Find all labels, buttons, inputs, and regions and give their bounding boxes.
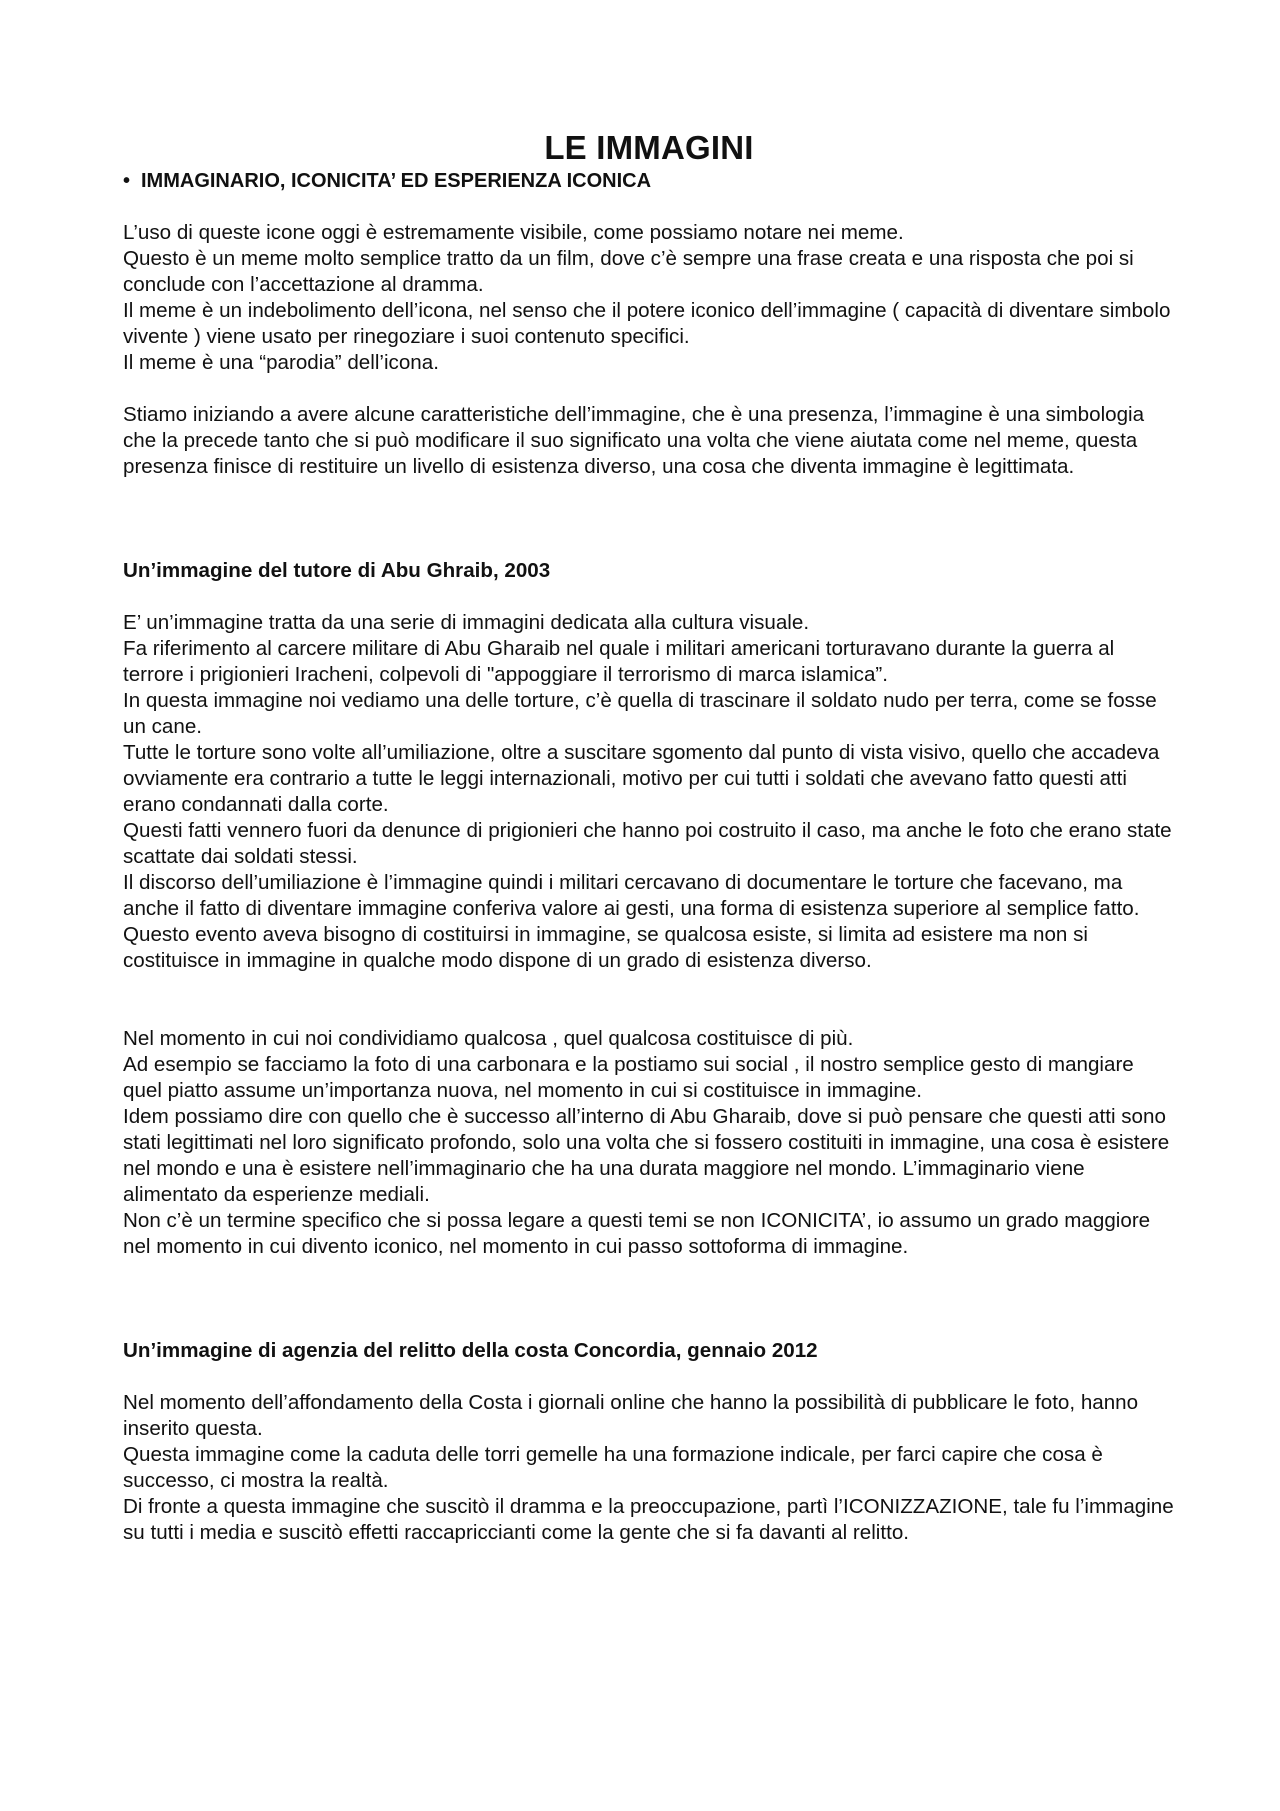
- section2-line: Nel momento dell’affondamento della Costa i giornali online che hanno la possibilità di pubblicare le foto, hanno inserito questa.: [123, 1391, 1139, 1440]
- section1-line: Questo evento aveva bisogno di costituirsi in immagine, se qualcosa esiste, si limita ad esistere ma non si costituisce in immagine in qualche modo dispone di un grado di esistenza diverso.: [123, 923, 1088, 972]
- spacer: [123, 584, 1175, 610]
- section1-line: Questi fatti vennero fuori da denunce di prigionieri che hanno poi costruito il caso, ma anche le foto che erano state scattate dai soldati stessi.: [123, 819, 1172, 868]
- presence-paragraph: Stiamo iniziando a avere alcune caratteristiche dell’immagine, che è una presenza, l’immagine è una simbologia che la precede tanto che si può modificare il suo significato una volta che viene aiutata come nel meme, questa presenza finisce di restituire un livello di esistenza diverso, una cosa che diventa immagine è legittimata.: [123, 403, 1145, 478]
- intro-line: Il meme è una “parodia” dell’icona.: [123, 351, 439, 374]
- bullet-icon: •: [123, 170, 131, 192]
- sharing-line: Nel momento in cui noi condividiamo qualcosa , quel qualcosa costituisce di più.: [123, 1027, 854, 1050]
- spacer: [123, 480, 1175, 558]
- section1-line: E’ un’immagine tratta da una serie di immagini dedicata alla cultura visuale.: [123, 611, 810, 634]
- section1-line: Il discorso dell’umiliazione è l’immagine quindi i militari cercavano di documentare le torture che facevano, ma anche il fatto di diventare immagine conferiva valore ai gesti, una forma di esistenza superiore al semplice fatto.: [123, 871, 1140, 920]
- spacer: [123, 974, 1175, 1026]
- intro-line: Questo è un meme molto semplice tratto da un film, dove c’è sempre una frase creata e una risposta che poi si conclude con l’accettazione al dramma.: [123, 247, 1134, 296]
- sharing-line: Non c’è un termine specifico che si possa legare a questi temi se non ICONICITA’, io assumo un grado maggiore nel momento in cui divento iconico, nel momento in cui passo sottoforma di immagine.: [123, 1209, 1151, 1258]
- section1-line: In questa immagine noi vediamo una delle torture, c’è quella di trascinare il soldato nudo per terra, come se fosse un cane.: [123, 689, 1157, 738]
- spacer: [123, 1260, 1175, 1338]
- section2-line: Di fronte a questa immagine che suscitò il dramma e la preoccupazione, partì l’ICONIZZAZIONE, tale fu l’immagine su tutti i media e suscitò effetti raccapriccianti come la gente che si fa davanti al relitto.: [123, 1495, 1174, 1544]
- intro-line: Il meme è un indebolimento dell’icona, nel senso che il potere iconico dell’immagine ( capacità di diventare simbolo vivente ) viene usato per rinegoziare i suoi contenuto specifici.: [123, 299, 1171, 348]
- intro-line: L’uso di queste icone oggi è estremamente visibile, come possiamo notare nei meme.: [123, 221, 904, 244]
- spacer: [123, 376, 1175, 402]
- section-heading-costa-concordia: Un’immagine di agenzia del relitto della costa Concordia, gennaio 2012: [123, 1339, 818, 1362]
- page-title: LE IMMAGINI: [544, 129, 754, 166]
- spacer: [123, 194, 1175, 220]
- sharing-line: Ad esempio se facciamo la foto di una carbonara e la postiamo sui social , il nostro semplice gesto di mangiare quel piatto assume un’importanza nuova, nel momento in cui si costituisce in immagine.: [123, 1053, 1134, 1102]
- document-content: [123, 128, 1175, 1546]
- section-heading-abu-ghraib: Un’immagine del tutore di Abu Ghraib, 2003: [123, 559, 551, 582]
- spacer: [123, 1364, 1175, 1390]
- sharing-line: Idem possiamo dire con quello che è successo all’interno di Abu Gharaib, dove si può pensare che questi atti sono stati legittimati nel loro significato profondo, solo una volta che si fossero costituiti in immagine, una cosa è esistere nel mondo e una è esistere nell’immaginario che ha una durata maggiore nel mondo. L’immaginario viene alimentato da esperienze mediali.: [123, 1105, 1170, 1206]
- bullet-heading: [123, 168, 1175, 194]
- section1-line: Fa riferimento al carcere militare di Abu Gharaib nel quale i militari americani torturavano durante la guerra al terrore i prigionieri Iracheni, colpevoli di "appoggiare il terrorismo di marca islamica”.: [123, 637, 1115, 686]
- bullet-heading-text: IMMAGINARIO, ICONICITA’ ED ESPERIENZA ICONICA: [141, 170, 652, 192]
- section1-line: Tutte le torture sono volte all’umiliazione, oltre a suscitare sgomento dal punto di vista visivo, quello che accadeva ovviamente era contrario a tutte le leggi internazionali, motivo per cui tutti i soldati che avevano fatto questi atti erano condannati dalla corte.: [123, 741, 1160, 816]
- section2-line: Questa immagine come la caduta delle torri gemelle ha una formazione indicale, per farci capire che cosa è successo, ci mostra la realtà.: [123, 1443, 1103, 1492]
